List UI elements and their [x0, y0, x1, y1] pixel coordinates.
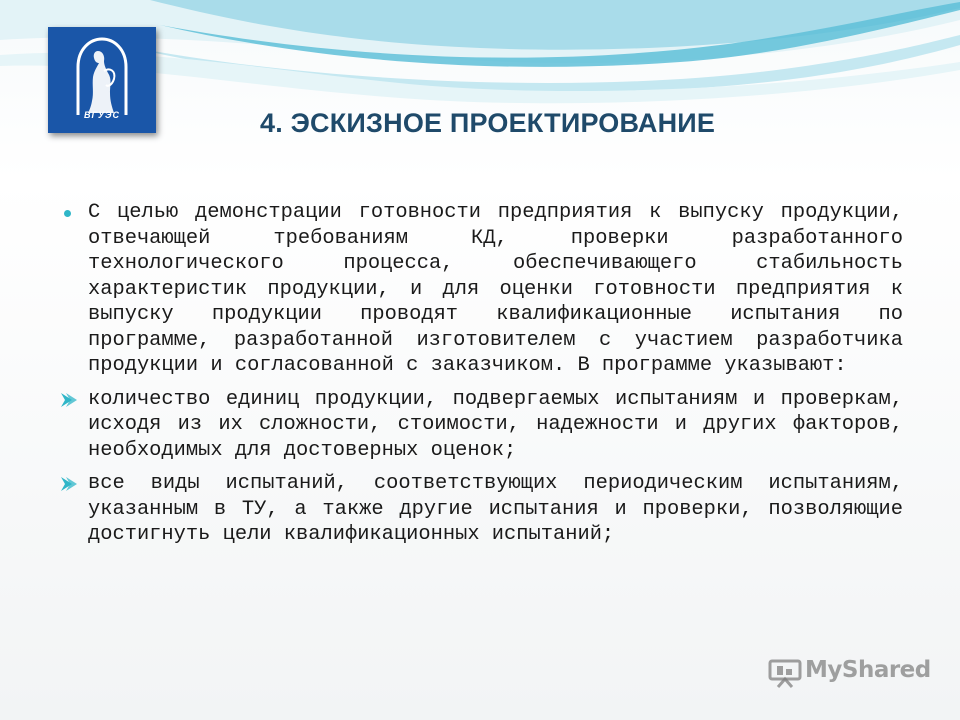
logo-text: ВГУЭС — [84, 110, 120, 120]
list-item-text: количество единиц продукции, подвергаемых испытаниям и проверкам, исходя из их сложности, стоимости, надежности и других факторов, необходимых для достоверных оценок; — [88, 387, 903, 462]
watermark-text: MyShared — [805, 657, 931, 683]
list-item-intro — [60, 200, 903, 379]
arrow-bullet-icon — [60, 476, 80, 492]
dot-bullet-icon — [64, 210, 71, 217]
arrow-bullet-icon — [60, 392, 80, 408]
list-item-text: С целью демонстрации готовности предприятия к выпуску продукции, отвечающей требованиям КД, проверки разработанного технологического процесса, обеспечивающего стабильность характеристик продукции, и для оценки готовности предприятия к выпуску продукции проводят квалификационные испытания по программе, разработанной изготовителем с участием разработчика продукции и согласованной с заказчиком. В программе указывают: — [88, 201, 903, 377]
university-logo — [48, 27, 156, 133]
list-item-quantity — [60, 387, 903, 464]
list-item-text: все виды испытаний, соответствующих периодическим испытаниям, указанным в ТУ, а также другие испытания и проверки, позволяющие достигнуть цели квалификационных испытаний; — [88, 472, 903, 546]
content-list — [60, 200, 903, 556]
watermark — [768, 656, 938, 692]
list-item-tests — [60, 471, 903, 548]
slide-title: 4. ЭСКИЗНОЕ ПРОЕКТИРОВАНИЕ — [260, 108, 716, 138]
presentation-screen-icon — [768, 658, 802, 688]
